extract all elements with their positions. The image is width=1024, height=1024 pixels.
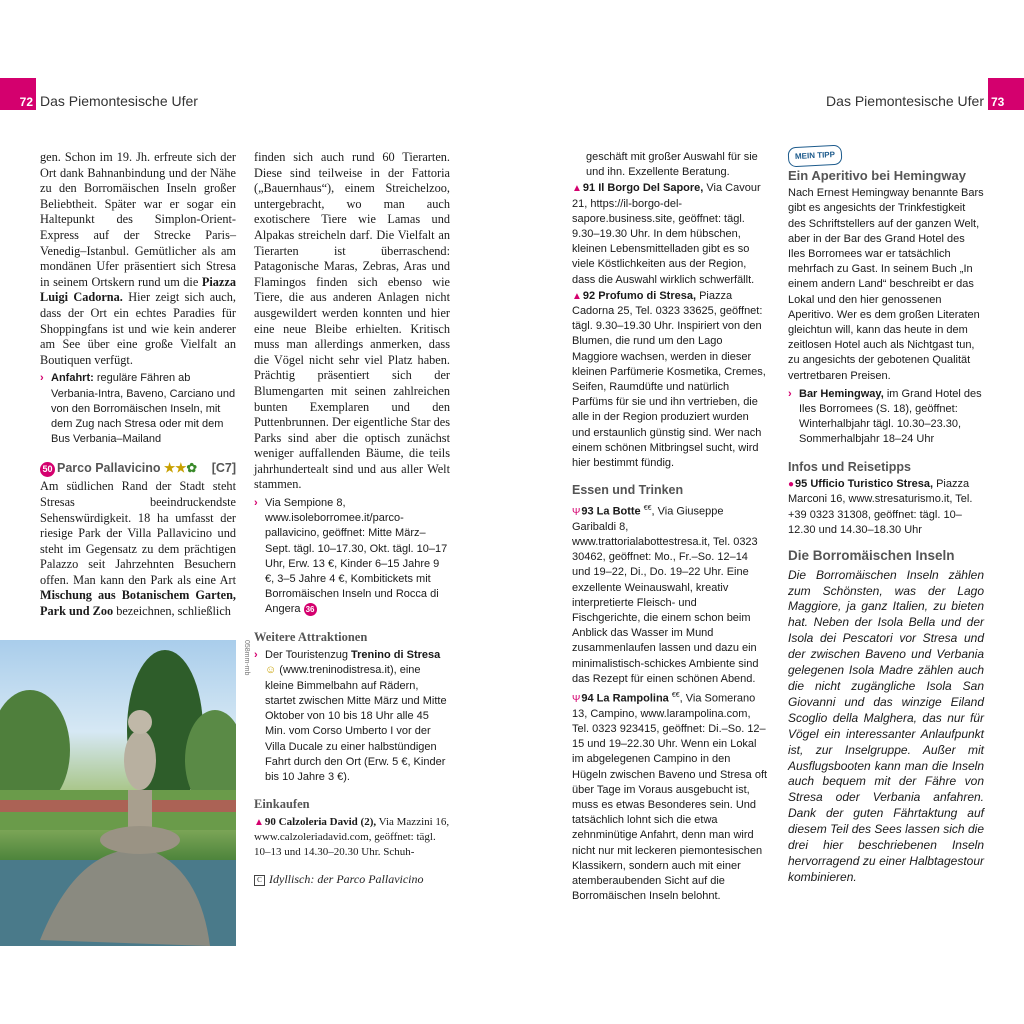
animals-paragraph: finden sich auch rund 60 Tierarten. Diese sind teilweise in der Fattoria („Bauernhaus“), einem Streichelzoo, untergebracht, wo man auch exotischere Tiere wie Lamas und Alpakas streicheln darf. Die Vielfalt an Tierarten ist überraschend: Patagonische Maras, Zebras, Aras und Flamingos finden sich ebenso wie Tiere, die aus anderen Anlagen nicht ausgewildert werden konnten und hier eine neue Bleibe erhielten. Kritisch muss man allerdings anmerken, dass die Vögel nicht sehr viel Platz haben. Prächtig präsentiert sich der Blumengarten mit seinen zahlreichen bunten Exemplaren und den Puttenbrunnen. Der eigentliche Star des Parks sind aber die optisch zunächst weniger auffallenden Bäume, die teils jahrhundertealt sind und aus aller Welt stammen. xyxy=(254,150,450,492)
map-grid-ref: [C7] xyxy=(211,461,236,476)
column-3 xyxy=(572,150,768,905)
column-4 xyxy=(788,146,984,886)
entry-90-cont: geschäft mit großer Auswahl für sie und ihn. Exzellente Beratung. xyxy=(586,151,758,179)
arrow-icon: › xyxy=(40,372,44,385)
arrow-icon: › xyxy=(254,649,258,662)
entry-95: ●95 Ufficio Turistico Stresa, Piazza Marconi 16, www.stresaturismo.it, Tel. +39 0323 31308, geöffnet: tägl. 10–12.30 und 14.30–18.30 Uhr xyxy=(788,478,973,536)
arrival-info: › Anfahrt: reguläre Fähren ab Verbania-Intra, Baveno, Carciano und von den Borromäischen Inseln, mit dem Zug nach Stresa oder mit dem Bus Verbania–Mailand xyxy=(40,372,236,446)
tipp-heading: Ein Aperitivo bei Hemingway xyxy=(788,167,966,183)
arrow-icon: › xyxy=(254,497,258,510)
shopping-bag-icon: ▲ xyxy=(572,290,582,302)
page-number-right: 73 xyxy=(988,78,1024,110)
attractions-heading: Weitere Attraktionen xyxy=(254,629,368,644)
restaurant-icon: Ψ xyxy=(572,693,581,705)
park-info: › Via Sempione 8, www.isoleborromee.it/parco-pallavicino, geöffnet: Mitte März–Sept. tägl. 10–17.30, Okt. tägl. 10–17 Uhr, Erw. 13 €, Kinder 6–15 Jahre 9 €, 3–5 Jahre 4 €, Kombitickets mit Borromäischen Inseln und Rocca di Angera 36 xyxy=(254,497,448,616)
running-title-left: Das Piemontesische Ufer xyxy=(40,93,198,109)
arrow-icon: › xyxy=(788,387,792,400)
ref-badge: 36 xyxy=(304,603,317,616)
islands-heading: Die Borromäischen Inseln xyxy=(788,548,955,564)
shopping-bag-icon: ▲ xyxy=(254,816,264,828)
bar-info: › Bar Hemingway, im Grand Hotel des Iles Borromees (S. 18), geöffnet: Winterhalbjahr tägl. 10.30–23.30, Sommerhalbjahr 18–24 Uhr xyxy=(788,387,982,446)
running-title-right: Das Piemontesische Ufer xyxy=(826,93,984,109)
food-heading: Essen und Trinken xyxy=(572,483,684,498)
stresa-paragraph: gen. Schon im 19. Jh. erfreute sich der Ort dank Bahnanbindung und der Nähe zu den Borromäischen Inseln großer Beliebtheit. Später war er sogar ein Haltepunkt des Simplon-Orient-Express auf der Strecke Paris–Venedig–Istanbul. Gemütlicher als am mondänen Ufer präsentiert sich Stresa in seinem Ortskern rund um die Piazza Luigi Cadorna. Hier zeigt sich auch, dass der Ort ein echtes Paradies für Shoppingfans ist und wie kein anderer am See über eine große Vielfalt an Boutiquen verfügt. xyxy=(40,150,236,367)
park-photo xyxy=(0,640,236,946)
park-illustration xyxy=(0,640,236,946)
sight-badge: 50 xyxy=(40,462,55,477)
entry-92: ▲92 Profumo di Stresa, Piazza Cadorna 25, Tel. 0323 33625, geöffnet: tägl. 9.30–19.30 Uhr. Inspiriert von den Blumen, die rund um den Lago Maggiore wachsen, werden in dieser kleinen Parfümerie Kosmetika, Cremes, Seifen, Raumdüfte und natürlich Parfüms für sie und ihn vertrieben, die alle in der Region produziert wurden und erstaunlich günstig sind. Wer nach einem schönen Mitbringsel sucht, wird hier bestimmt fündig. xyxy=(572,289,766,470)
entry-94: Ψ94 La Rampolina €€, Via Somerano 13, Campino, www.larampolina.com, Tel. 0323 923415, geöffnet: Di.–So. 12–15 und 19–22.30 Uhr. Wenn ein Lokal im abgelegenen Campino in den Hügeln zwischen Baveno und Stresa oft über Tage im Voraus ausgebucht ist, muss es etwas Besonderes sein. Und tatsächlich lohnt sich die etwa zehnminütige Anfahrt, denn man wird nicht nur mit leckeren piemontesischen Klassikern, sondern auch mit einer atemberaubenden Sicht auf die Borromäischen Inseln belohnt. xyxy=(572,691,768,903)
column-2 xyxy=(254,150,450,861)
mein-tipp-badge: MEIN TIPP xyxy=(788,145,843,167)
shopping-bag-icon: ▲ xyxy=(572,183,582,195)
islands-text: Die Borromäischen Inseln zählen zum Schönsten, was der Lago Maggiore, ja ganz Italien, zu bieten hat. Neben der Isola Bella und der Isola dei Pescatori vor Stresa und der zwischen Baveno und Verbania gelegenen Isola Madre zählen auch die nicht zugängliche Isola San Giovanni und das winzige Eiland Scoglio della Malghera, das nur für Vögel ein interessanter Anlaufpunkt ist, zur Inselgruppe. Außer mit Ausflugsbooten kann man die Inseln auch bequem mit der Fähre von Stresa oder Verbania anfahren. Dank der guten Fährtaktung auf diesem Teil des Sees lassen sich die drei hier beschriebenen Inseln hervorragend zu einer Halbtagestour kombinieren. xyxy=(788,567,984,884)
info-icon: ● xyxy=(788,479,795,491)
trenino-info: › Der Touristenzug Trenino di Stresa ☺ (www.treninodistresa.it), eine kleine Bimmelbahn auf Rädern, startet zwischen Mitte März und Mitte Oktober von 10 bis 18 Uhr alle 45 Min. vom Corso Umberto I vor der Villa Ducale zu einer halbstündigen Fahrt durch den Ort (Erw. 5 €, Kinder bis 10 Jahre 3 €). xyxy=(254,649,447,783)
park-paragraph: Am südlichen Rand der Stadt steht Stresas beeindruckendste Sehenswürdigkeit. 18 ha umfasst der riesige Park der Villa Pallavicino und steht im Gegensatz zu dem prächtigen Palazzo seit Jahrzehnten Besuchern offen. Man kann den Park als eine Art Mischung aus Botanischem Garten, Park und Zoo bezeichnen, schließlich xyxy=(40,479,236,619)
entry-90: ▲90 Calzoleria David (2), Via Mazzini 16, www.calzoleriadavid.com, geöffnet: tägl. 10–13 und 14.30–20.30 Uhr. Schuh- xyxy=(254,815,450,859)
column-1 xyxy=(40,150,236,620)
entry-93: Ψ93 La Botte €€, Via Giuseppe Garibaldi 8, www.trattorialabottestresa.it, Tel. 0323 30462, geöffnet: Mo., Fr.–So. 12–14 und 19–22, Di., Do. 19–22 Uhr. Eine exzellente Weinauswahl, kreativ interpretierte Fleisch- und Fischgerichte, die einem schon beim Anblick das Wasser im Mund zusammenlaufen lassen und dazu ein minimalistisch-schickes Ambiente sind das Rezept für einen schönen Abend. xyxy=(572,504,759,685)
sight-heading: 50 Parco Pallavicino ★★✿ [C7] xyxy=(40,461,236,477)
photo-caption: C Idyllisch: der Parco Pallavicino xyxy=(254,872,424,887)
clover-icon: ✿ xyxy=(186,461,197,476)
entry-91: ▲91 Il Borgo Del Sapore, Via Cavour 21, https://il-borgo-del-sapore.business.site, geöffnet: tägl. 9.30–19.30 Uhr. In dem hübschen, kleinen Lebensmittelladen gibt es so viele Köstlichkeiten aus der Region, dass die Auswahl wirklich schwerfällt. xyxy=(572,182,761,286)
tipp-text: Nach Ernest Hemingway benannte Bars gibt es angesichts der Trinkfestigkeit des Schriftstellers auf der ganzen Welt, aber in der Bar des Grand Hotel des Iles Borromees war er tatsächlich mehrfach zu Gast. In seinem Buch „In einem andern Land“ beschreibt er das Lokal und den hier genossenen Aperitivo. Wer es dem großen Literaten gleichtun will, kann das heute in dem zeitlosen Hotel auch als Nichtgast tun, zu angesichts der gebotenen Qualität vertretbaren Preisen. xyxy=(788,187,984,382)
star-icon: ★★ xyxy=(164,461,187,476)
restaurant-icon: Ψ xyxy=(572,506,581,518)
caption-icon: C xyxy=(254,875,265,886)
infos-heading: Infos und Reisetipps xyxy=(788,459,911,474)
shopping-heading: Einkaufen xyxy=(254,797,310,812)
child-icon: ☺ xyxy=(265,664,277,677)
page-number-left: 72 xyxy=(0,78,36,110)
photo-credit: 058mm-mb xyxy=(243,640,250,676)
